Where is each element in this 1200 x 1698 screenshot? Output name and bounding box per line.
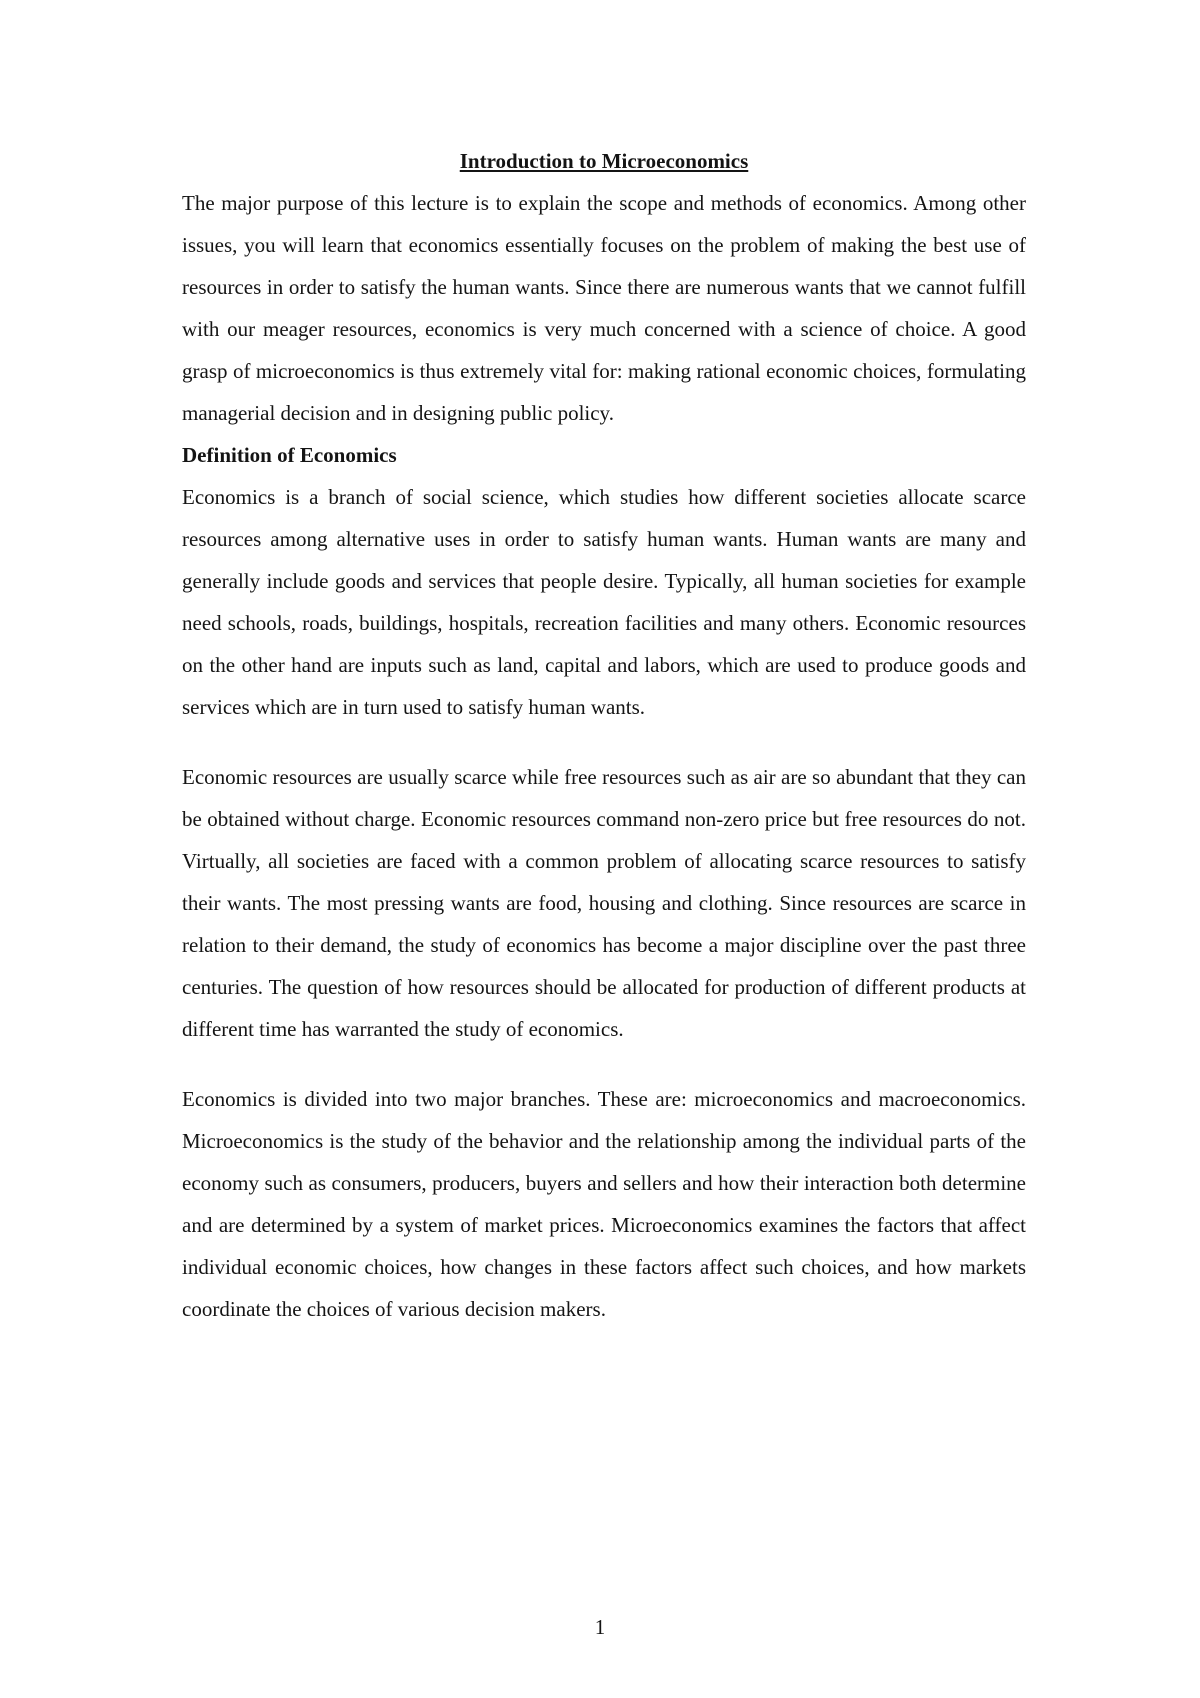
- page-number: 1: [594, 1615, 606, 1639]
- body-paragraph-3: Economics is divided into two major branches. These are: microeconomics and macroeconomics. Microeconomics is the study of the behavior and the relationship among the individual parts of the economy such as consumers, producers, buyers and sellers and how their interaction both determine and are determined by a system of market prices. Microeconomics examines the factors that affect individual economic choices, how changes in these factors affect such choices, and how markets coordinate the choices of various decision makers.: [182, 1087, 1026, 1321]
- intro-paragraph: The major purpose of this lecture is to explain the scope and methods of economics. Among other issues, you will learn that economics essentially focuses on the problem of making the best use of resources in order to satisfy the human wants. Since there are numerous wants that we cannot fulfill with our meager resources, economics is very much concerned with a science of choice. A good grasp of microeconomics is thus extremely vital for: making rational economic choices, formulating managerial decision and in designing public policy.: [182, 191, 1026, 425]
- document-body: [182, 140, 1026, 1330]
- body-paragraph-1: Economics is a branch of social science, which studies how different societies allocate scarce resources among alternative uses in order to satisfy human wants. Human wants are many and generally include goods and services that people desire. Typically, all human societies for example need schools, roads, buildings, hospitals, recreation facilities and many others. Economic resources on the other hand are inputs such as land, capital and labors, which are used to produce goods and services which are in turn used to satisfy human wants.: [182, 485, 1026, 719]
- body-paragraph-2: Economic resources are usually scarce while free resources such as air are so abundant that they can be obtained without charge. Economic resources command non-zero price but free resources do not. Virtually, all societies are faced with a common problem of allocating scarce resources to satisfy their wants. The most pressing wants are food, housing and clothing. Since resources are scarce in relation to their demand, the study of economics has become a major discipline over the past three centuries. The question of how resources should be allocated for production of different products at different time has warranted the study of economics.: [182, 765, 1026, 1041]
- section-heading-definition: Definition of Economics: [182, 443, 397, 467]
- document-title: Introduction to Microeconomics: [459, 149, 749, 173]
